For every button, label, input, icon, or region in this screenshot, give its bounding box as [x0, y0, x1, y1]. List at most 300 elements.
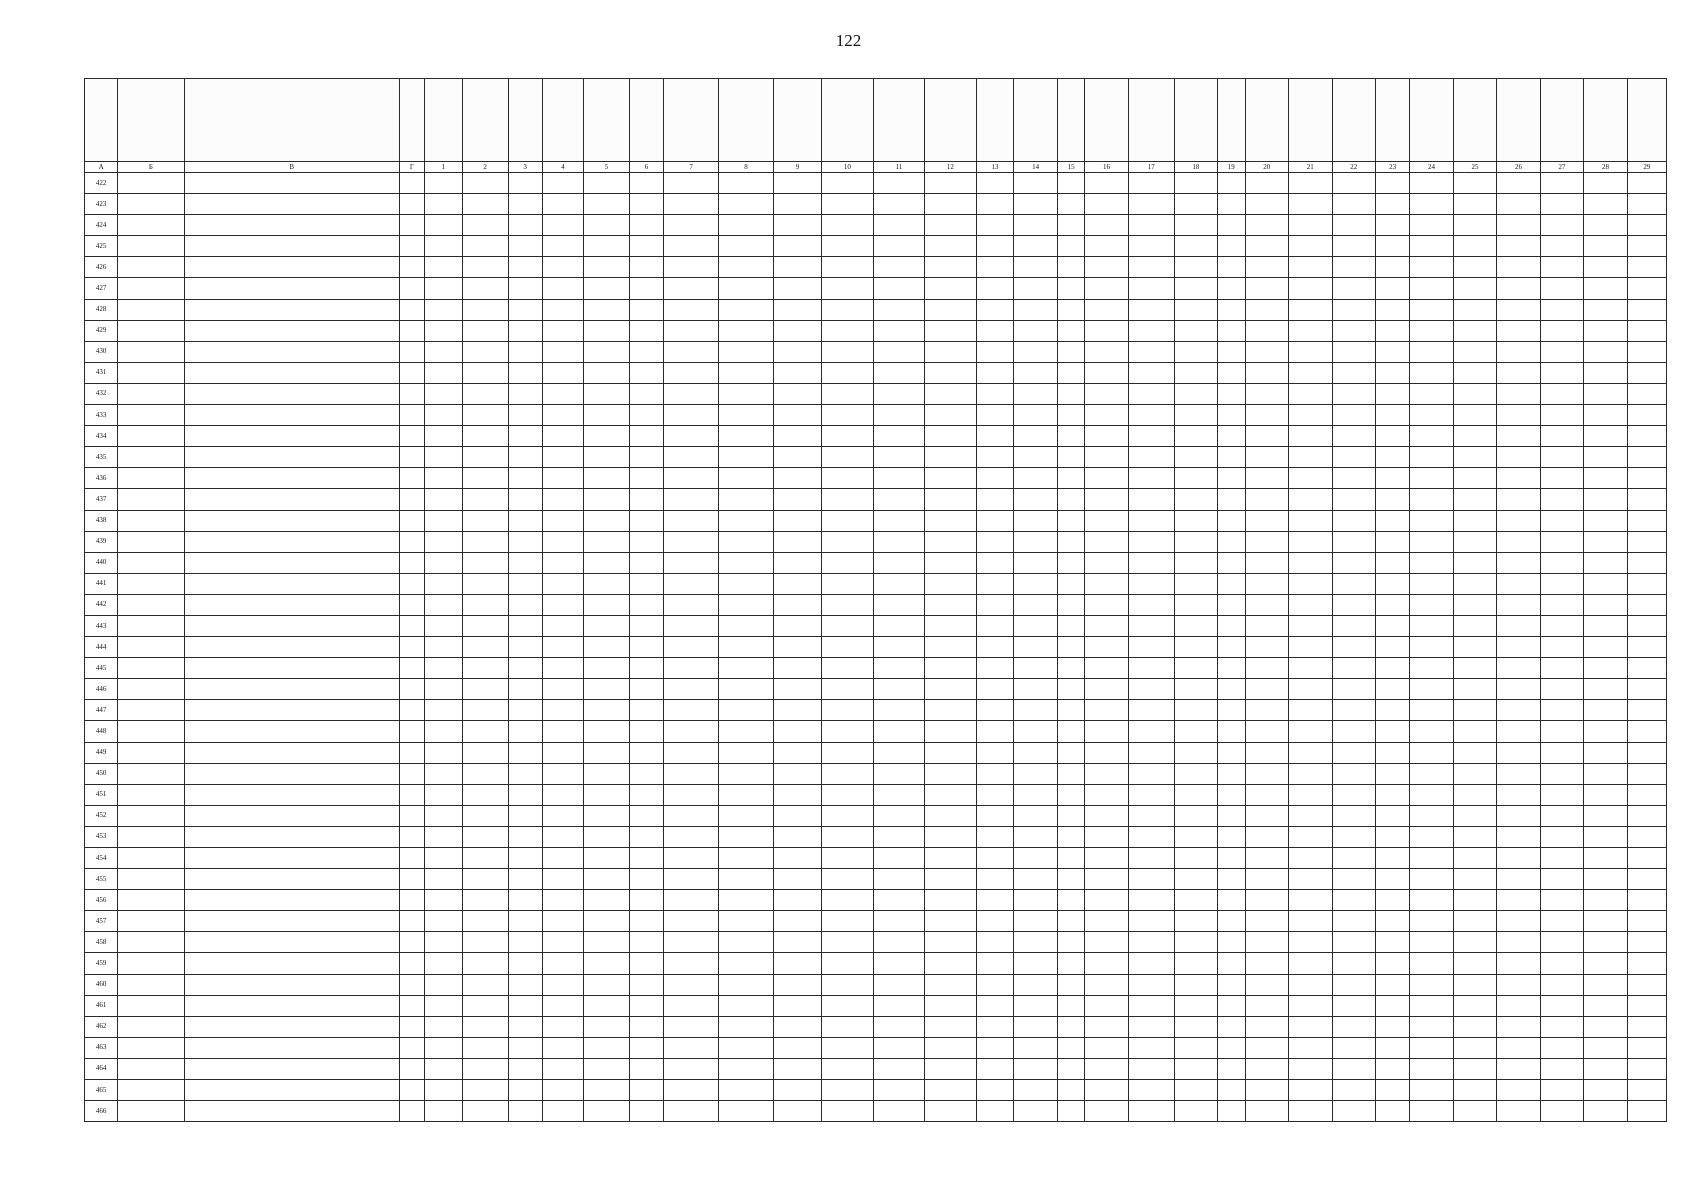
table-cell — [1627, 869, 1666, 890]
table-cell — [976, 742, 1014, 763]
table-cell — [822, 341, 874, 362]
table-cell — [1085, 489, 1128, 510]
row-number: 440 — [85, 552, 118, 573]
table-cell — [1218, 637, 1245, 658]
table-cell — [542, 468, 583, 489]
table-cell — [664, 1037, 719, 1058]
table-cell — [1085, 1058, 1128, 1079]
table-cell — [719, 784, 774, 805]
table-cell — [1014, 341, 1057, 362]
table-cell — [1410, 742, 1453, 763]
table-row — [85, 848, 1667, 869]
table-cell — [774, 1037, 822, 1058]
table-cell — [822, 1058, 874, 1079]
table-cell — [925, 531, 977, 552]
table-cell — [873, 383, 925, 404]
table-cell — [424, 194, 462, 215]
table-cell — [822, 489, 874, 510]
table-cell — [1627, 405, 1666, 426]
table-row — [85, 995, 1667, 1016]
table-cell — [1289, 215, 1332, 236]
table-cell — [873, 573, 925, 594]
table-cell — [1332, 995, 1375, 1016]
table-cell — [1497, 552, 1540, 573]
table-cell — [508, 805, 542, 826]
table-cell — [1085, 405, 1128, 426]
table-cell — [1627, 700, 1666, 721]
table-cell — [1057, 405, 1084, 426]
table-cell — [1289, 911, 1332, 932]
column-letter: 22 — [1332, 162, 1375, 173]
table-cell — [1289, 784, 1332, 805]
table-cell — [118, 763, 184, 784]
table-cell — [1289, 721, 1332, 742]
table-cell — [1057, 468, 1084, 489]
table-cell — [399, 236, 424, 257]
table-cell — [1584, 890, 1627, 911]
table-cell — [1218, 911, 1245, 932]
table-cell — [925, 510, 977, 531]
table-cell — [118, 173, 184, 194]
table-cell — [1584, 215, 1627, 236]
table-cell — [462, 278, 508, 299]
table-cell — [1410, 426, 1453, 447]
table-cell — [774, 447, 822, 468]
table-cell — [1057, 637, 1084, 658]
table-cell — [822, 890, 874, 911]
table-cell — [774, 826, 822, 847]
table-cell — [118, 637, 184, 658]
table-cell — [1245, 805, 1288, 826]
table-cell — [184, 447, 399, 468]
table-cell — [664, 405, 719, 426]
table-cell — [1289, 995, 1332, 1016]
table-cell — [184, 742, 399, 763]
header-cell — [1497, 79, 1540, 162]
table-cell — [664, 1016, 719, 1037]
table-cell — [1218, 173, 1245, 194]
table-cell — [664, 869, 719, 890]
header-cell — [822, 79, 874, 162]
table-cell — [1014, 320, 1057, 341]
table-cell — [1085, 468, 1128, 489]
table-cell — [1289, 447, 1332, 468]
table-cell — [1375, 489, 1409, 510]
table-cell — [1627, 763, 1666, 784]
table-cell — [629, 911, 663, 932]
row-number: 456 — [85, 890, 118, 911]
table-cell — [719, 573, 774, 594]
table-cell — [542, 1101, 583, 1122]
table-cell — [508, 995, 542, 1016]
table-cell — [873, 531, 925, 552]
table-cell — [976, 341, 1014, 362]
table-cell — [1128, 341, 1174, 362]
table-cell — [774, 341, 822, 362]
table-cell — [1174, 1037, 1217, 1058]
table-cell — [1627, 1080, 1666, 1101]
table-cell — [542, 805, 583, 826]
table-cell — [118, 383, 184, 404]
table-cell — [584, 700, 630, 721]
table-cell — [719, 552, 774, 573]
row-number: 431 — [85, 362, 118, 383]
table-cell — [1014, 1037, 1057, 1058]
table-cell — [1085, 447, 1128, 468]
table-cell — [1128, 911, 1174, 932]
table-cell — [184, 362, 399, 383]
table-cell — [1057, 615, 1084, 636]
table-cell — [424, 826, 462, 847]
column-letter: 3 — [508, 162, 542, 173]
table-cell — [424, 869, 462, 890]
table-cell — [1245, 742, 1288, 763]
table-cell — [1375, 1058, 1409, 1079]
table-cell — [424, 805, 462, 826]
table-cell — [1332, 784, 1375, 805]
table-cell — [1128, 383, 1174, 404]
table-cell — [822, 426, 874, 447]
table-cell — [719, 1080, 774, 1101]
row-number: 445 — [85, 658, 118, 679]
table-cell — [1174, 552, 1217, 573]
table-cell — [1627, 510, 1666, 531]
table-cell — [1128, 236, 1174, 257]
table-cell — [629, 763, 663, 784]
table-cell — [1540, 615, 1583, 636]
table-cell — [719, 637, 774, 658]
table-cell — [1332, 362, 1375, 383]
table-cell — [1584, 447, 1627, 468]
table-cell — [1245, 911, 1288, 932]
table-cell — [1497, 869, 1540, 890]
table-cell — [1453, 299, 1496, 320]
table-cell — [976, 826, 1014, 847]
table-cell — [822, 573, 874, 594]
table-cell — [719, 362, 774, 383]
table-cell — [1453, 383, 1496, 404]
table-cell — [118, 573, 184, 594]
header-cell — [85, 79, 118, 162]
table-cell — [399, 383, 424, 404]
table-cell — [424, 1058, 462, 1079]
table-cell — [822, 173, 874, 194]
table-cell — [629, 953, 663, 974]
table-cell — [1627, 1037, 1666, 1058]
table-cell — [629, 1080, 663, 1101]
table-cell — [822, 1037, 874, 1058]
table-cell — [1057, 826, 1084, 847]
table-cell — [184, 257, 399, 278]
table-cell — [1014, 679, 1057, 700]
table-cell — [1410, 784, 1453, 805]
table-cell — [584, 1080, 630, 1101]
table-cell — [118, 594, 184, 615]
table-cell — [462, 700, 508, 721]
table-cell — [664, 953, 719, 974]
table-cell — [1627, 341, 1666, 362]
table-cell — [1085, 299, 1128, 320]
table-cell — [584, 405, 630, 426]
table-cell — [976, 869, 1014, 890]
column-letter: 19 — [1218, 162, 1245, 173]
table-cell — [508, 721, 542, 742]
row-number: 424 — [85, 215, 118, 236]
table-cell — [629, 637, 663, 658]
table-cell — [1332, 510, 1375, 531]
table-cell — [1584, 869, 1627, 890]
table-cell — [1332, 974, 1375, 995]
table-cell — [1245, 763, 1288, 784]
table-cell — [1497, 426, 1540, 447]
table-cell — [873, 194, 925, 215]
table-cell — [1453, 405, 1496, 426]
table-cell — [1014, 215, 1057, 236]
table-cell — [1014, 489, 1057, 510]
table-cell — [542, 278, 583, 299]
table-cell — [1410, 489, 1453, 510]
table-cell — [664, 679, 719, 700]
table-cell — [774, 763, 822, 784]
table-cell — [1245, 700, 1288, 721]
table-cell — [822, 763, 874, 784]
table-cell — [1174, 299, 1217, 320]
column-letter: 12 — [925, 162, 977, 173]
table-cell — [925, 953, 977, 974]
table-cell — [118, 1101, 184, 1122]
table-cell — [118, 236, 184, 257]
table-cell — [1497, 173, 1540, 194]
table-cell — [1289, 405, 1332, 426]
table-cell — [629, 278, 663, 299]
table-cell — [184, 1080, 399, 1101]
table-cell — [1584, 848, 1627, 869]
row-number: 433 — [85, 405, 118, 426]
table-cell — [424, 468, 462, 489]
table-cell — [976, 299, 1014, 320]
row-number: 422 — [85, 173, 118, 194]
table-cell — [118, 215, 184, 236]
table-cell — [1540, 257, 1583, 278]
table-cell — [1540, 1080, 1583, 1101]
row-number: 439 — [85, 531, 118, 552]
table-cell — [774, 932, 822, 953]
table-cell — [462, 848, 508, 869]
table-cell — [584, 784, 630, 805]
table-cell — [925, 299, 977, 320]
table-cell — [584, 215, 630, 236]
table-cell — [118, 890, 184, 911]
table-cell — [1540, 995, 1583, 1016]
table-cell — [118, 489, 184, 510]
table-cell — [873, 362, 925, 383]
table-cell — [508, 215, 542, 236]
column-letter: 26 — [1497, 162, 1540, 173]
table-cell — [1245, 573, 1288, 594]
table-cell — [424, 700, 462, 721]
table-cell — [1540, 426, 1583, 447]
table-cell — [976, 236, 1014, 257]
table-cell — [1584, 721, 1627, 742]
table-cell — [664, 763, 719, 784]
table-cell — [1497, 468, 1540, 489]
table-cell — [1245, 447, 1288, 468]
row-number: 461 — [85, 995, 118, 1016]
table-cell — [1375, 805, 1409, 826]
table-cell — [1540, 299, 1583, 320]
table-cell — [1453, 426, 1496, 447]
table-cell — [462, 615, 508, 636]
header-cell — [462, 79, 508, 162]
table-cell — [1289, 426, 1332, 447]
table-cell — [1627, 236, 1666, 257]
waste-report-table — [84, 78, 1667, 1122]
table-cell — [976, 531, 1014, 552]
table-cell — [542, 932, 583, 953]
table-cell — [629, 426, 663, 447]
table-cell — [774, 257, 822, 278]
table-cell — [1453, 721, 1496, 742]
table-cell — [1057, 763, 1084, 784]
table-cell — [1540, 594, 1583, 615]
table-cell — [1128, 594, 1174, 615]
table-cell — [1540, 173, 1583, 194]
table-cell — [184, 953, 399, 974]
table-cell — [629, 362, 663, 383]
table-cell — [1375, 257, 1409, 278]
table-cell — [1085, 637, 1128, 658]
table-cell — [822, 1080, 874, 1101]
table-cell — [976, 763, 1014, 784]
table-cell — [719, 194, 774, 215]
table-cell — [629, 1016, 663, 1037]
table-cell — [118, 278, 184, 299]
table-cell — [629, 890, 663, 911]
table-cell — [508, 341, 542, 362]
table-cell — [399, 215, 424, 236]
table-cell — [1289, 805, 1332, 826]
table-cell — [822, 299, 874, 320]
table-cell — [1410, 763, 1453, 784]
table-cell — [1245, 1058, 1288, 1079]
table-cell — [1245, 215, 1288, 236]
table-cell — [1289, 531, 1332, 552]
table-cell — [976, 278, 1014, 299]
row-number: 443 — [85, 615, 118, 636]
table-cell — [1497, 826, 1540, 847]
table-cell — [1218, 573, 1245, 594]
table-cell — [399, 995, 424, 1016]
table-cell — [1245, 784, 1288, 805]
table-cell — [976, 784, 1014, 805]
table-cell — [462, 953, 508, 974]
table-cell — [822, 615, 874, 636]
table-cell — [1057, 848, 1084, 869]
table-cell — [873, 1058, 925, 1079]
table-cell — [1289, 974, 1332, 995]
table-cell — [118, 531, 184, 552]
table-row — [85, 510, 1667, 531]
table-cell — [1218, 763, 1245, 784]
header-cell — [184, 79, 399, 162]
table-cell — [1014, 742, 1057, 763]
table-cell — [664, 257, 719, 278]
table-cell — [1057, 236, 1084, 257]
table-row — [85, 173, 1667, 194]
table-cell — [399, 911, 424, 932]
header-cell — [399, 79, 424, 162]
table-cell — [1410, 721, 1453, 742]
table-cell — [1245, 1037, 1288, 1058]
table-cell — [1627, 848, 1666, 869]
table-cell — [1014, 594, 1057, 615]
table-cell — [664, 637, 719, 658]
table-cell — [1497, 995, 1540, 1016]
table-cell — [1540, 742, 1583, 763]
table-cell — [925, 489, 977, 510]
table-cell — [184, 426, 399, 447]
table-cell — [584, 1016, 630, 1037]
column-letter: В — [184, 162, 399, 173]
table-cell — [1289, 953, 1332, 974]
table-cell — [1174, 447, 1217, 468]
table-cell — [1057, 953, 1084, 974]
table-cell — [542, 552, 583, 573]
header-cell — [1332, 79, 1375, 162]
table-cell — [719, 468, 774, 489]
table-cell — [1375, 468, 1409, 489]
table-cell — [976, 510, 1014, 531]
table-cell — [925, 405, 977, 426]
table-cell — [118, 700, 184, 721]
table-cell — [1218, 468, 1245, 489]
row-number: 447 — [85, 700, 118, 721]
table-cell — [1014, 362, 1057, 383]
table-cell — [1540, 1058, 1583, 1079]
table-cell — [1174, 426, 1217, 447]
table-cell — [1014, 1101, 1057, 1122]
header-cell — [508, 79, 542, 162]
table-cell — [1627, 320, 1666, 341]
table-cell — [719, 405, 774, 426]
table-cell — [1453, 594, 1496, 615]
table-cell — [1584, 911, 1627, 932]
table-cell — [1540, 405, 1583, 426]
row-number: 457 — [85, 911, 118, 932]
table-cell — [1014, 911, 1057, 932]
table-cell — [1627, 679, 1666, 700]
table-cell — [399, 953, 424, 974]
table-cell — [1174, 615, 1217, 636]
table-cell — [1332, 257, 1375, 278]
table-cell — [1540, 236, 1583, 257]
table-row — [85, 1037, 1667, 1058]
table-cell — [542, 890, 583, 911]
table-cell — [1410, 700, 1453, 721]
table-cell — [1584, 1101, 1627, 1122]
table-cell — [584, 911, 630, 932]
column-letter: 28 — [1584, 162, 1627, 173]
table-cell — [822, 510, 874, 531]
table-cell — [629, 341, 663, 362]
table-cell — [424, 615, 462, 636]
table-cell — [822, 552, 874, 573]
table-cell — [1584, 468, 1627, 489]
table-cell — [976, 426, 1014, 447]
table-cell — [1174, 932, 1217, 953]
table-row — [85, 362, 1667, 383]
table-cell — [462, 552, 508, 573]
